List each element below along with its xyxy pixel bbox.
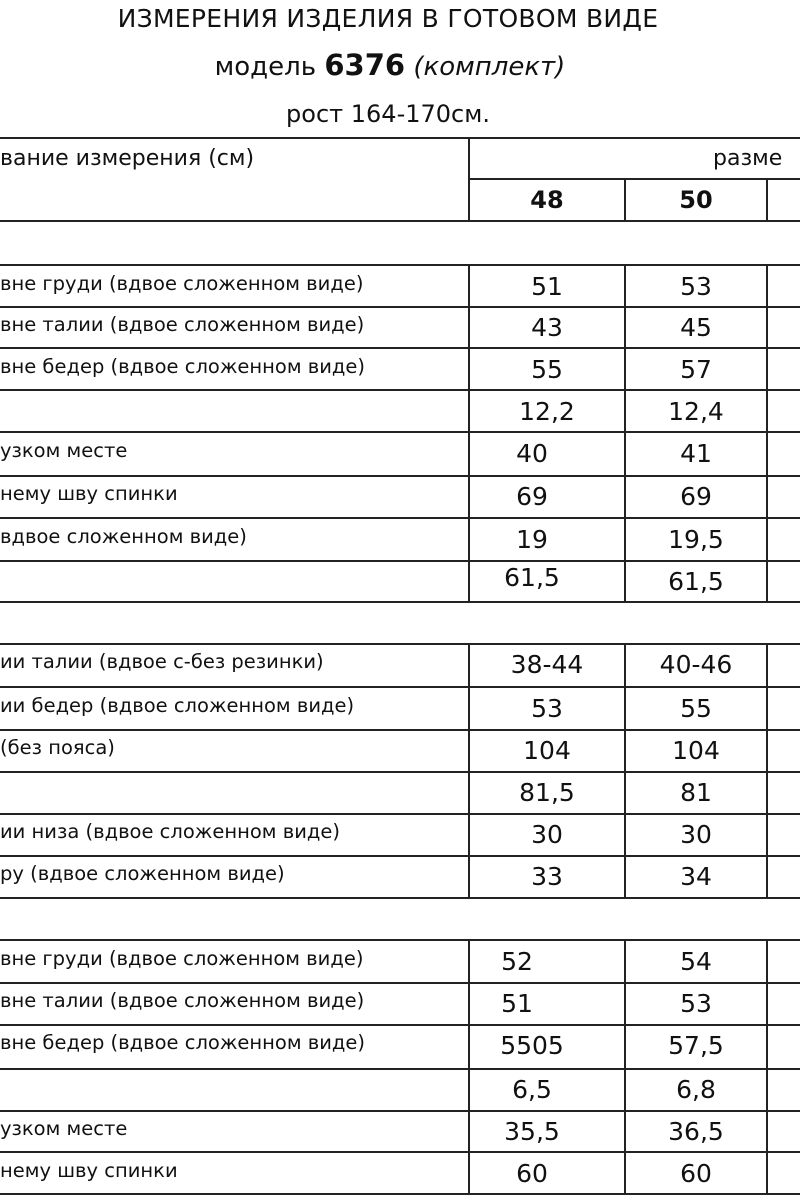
value-50: 69 xyxy=(680,482,712,511)
row-label: узком месте xyxy=(0,439,128,462)
value-48: 43 xyxy=(531,313,563,342)
value-50: 45 xyxy=(680,313,712,342)
model-prefix: модель xyxy=(214,52,317,82)
row-label: вдвое сложенном виде) xyxy=(0,525,247,548)
row-label: ии бедер (вдвое сложенном виде) xyxy=(0,694,355,717)
value-50: 81 xyxy=(680,778,712,807)
value-48: 33 xyxy=(531,862,563,891)
value-48: 69 xyxy=(516,482,548,511)
table-border-top xyxy=(0,137,800,139)
value-48: 19 xyxy=(516,525,548,554)
header-bottom-border xyxy=(0,220,800,222)
size-50-header: 50 xyxy=(679,186,713,214)
value-48: 38-44 xyxy=(510,650,584,679)
value-48: 30 xyxy=(531,820,563,849)
column-border xyxy=(624,939,626,1195)
row-border xyxy=(0,517,800,519)
row-label: ии талии (вдвое с-без резинки) xyxy=(0,650,324,673)
row-border xyxy=(0,982,800,984)
row-border xyxy=(0,771,800,773)
column-border xyxy=(766,643,768,899)
column-border xyxy=(766,264,768,603)
value-48: 35,5 xyxy=(504,1117,560,1146)
row-label: ии низа (вдвое сложенном виде) xyxy=(0,820,340,843)
row-label: ру (вдвое сложенном виде) xyxy=(0,862,285,885)
value-50: 55 xyxy=(680,694,712,723)
row-border xyxy=(0,686,800,688)
row-border xyxy=(0,1024,800,1026)
value-50: 104 xyxy=(672,736,720,765)
row-border xyxy=(0,475,800,477)
value-50: 54 xyxy=(680,947,712,976)
value-50: 6,8 xyxy=(676,1075,716,1104)
row-border xyxy=(0,347,800,349)
row-label: вне груди (вдвое сложенном виде) xyxy=(0,272,364,295)
size-header: разме xyxy=(713,146,783,171)
row-border xyxy=(0,939,800,941)
row-border xyxy=(0,1068,800,1070)
row-border xyxy=(0,264,800,266)
value-48: 40 xyxy=(516,439,548,468)
value-48: 55 xyxy=(531,355,563,384)
value-50: 60 xyxy=(680,1159,712,1188)
row-border xyxy=(0,729,800,731)
row-border xyxy=(0,897,800,899)
value-50: 53 xyxy=(680,989,712,1018)
row-border xyxy=(0,1110,800,1112)
model-line xyxy=(0,48,790,82)
document-title: ИЗМЕРЕНИЯ ИЗДЕЛИЯ В ГОТОВОМ ВИДЕ xyxy=(117,4,659,33)
value-50: 30 xyxy=(680,820,712,849)
row-label: вне бедер (вдвое сложенном виде) xyxy=(0,355,365,378)
value-48: 81,5 xyxy=(519,778,575,807)
value-48: 60 xyxy=(516,1159,548,1188)
value-50: 57 xyxy=(680,355,712,384)
value-48: 5505 xyxy=(500,1031,564,1060)
column-border xyxy=(766,939,768,1195)
value-48: 104 xyxy=(523,736,571,765)
column-border xyxy=(468,939,470,1195)
row-border xyxy=(0,643,800,645)
value-50: 36,5 xyxy=(668,1117,724,1146)
model-suffix: (комплект) xyxy=(413,52,566,82)
value-48: 6,5 xyxy=(512,1075,552,1104)
row-label: нему шву спинки xyxy=(0,482,178,505)
column-border xyxy=(624,643,626,899)
row-border xyxy=(0,1193,800,1195)
row-label: нему шву спинки xyxy=(0,1159,178,1182)
row-label: вне груди (вдвое сложенном виде) xyxy=(0,947,364,970)
value-48: 53 xyxy=(531,694,563,723)
row-border xyxy=(0,431,800,433)
value-50: 40-46 xyxy=(659,650,733,679)
row-label: вне талии (вдвое сложенном виде) xyxy=(0,313,365,336)
column-border xyxy=(468,643,470,899)
value-48: 51 xyxy=(501,989,533,1018)
measurement-name-header: вание измерения (см) xyxy=(0,146,255,171)
value-48: 12,2 xyxy=(519,397,575,426)
size-header-divider xyxy=(470,178,800,180)
value-50: 53 xyxy=(680,272,712,301)
row-border xyxy=(0,306,800,308)
height-range: рост 164-170см. xyxy=(286,100,490,128)
value-48: 51 xyxy=(531,272,563,301)
column-border xyxy=(766,178,768,222)
value-50: 57,5 xyxy=(668,1031,724,1060)
row-border xyxy=(0,813,800,815)
row-border xyxy=(0,560,800,562)
value-50: 12,4 xyxy=(668,397,724,426)
row-label: (без пояса) xyxy=(0,736,115,759)
value-50: 61,5 xyxy=(668,567,724,596)
value-50: 34 xyxy=(680,862,712,891)
value-48: 52 xyxy=(501,947,533,976)
row-label: узком месте xyxy=(0,1117,128,1140)
size-48-header: 48 xyxy=(530,186,564,214)
row-border xyxy=(0,389,800,391)
row-label: вне талии (вдвое сложенном виде) xyxy=(0,989,365,1012)
value-50: 19,5 xyxy=(668,525,724,554)
row-border xyxy=(0,1151,800,1153)
model-number: 6376 xyxy=(324,48,406,82)
row-border xyxy=(0,601,800,603)
value-48: 61,5 xyxy=(504,563,560,592)
row-border xyxy=(0,855,800,857)
row-label: вне бедер (вдвое сложенном виде) xyxy=(0,1031,365,1054)
value-50: 41 xyxy=(680,439,712,468)
